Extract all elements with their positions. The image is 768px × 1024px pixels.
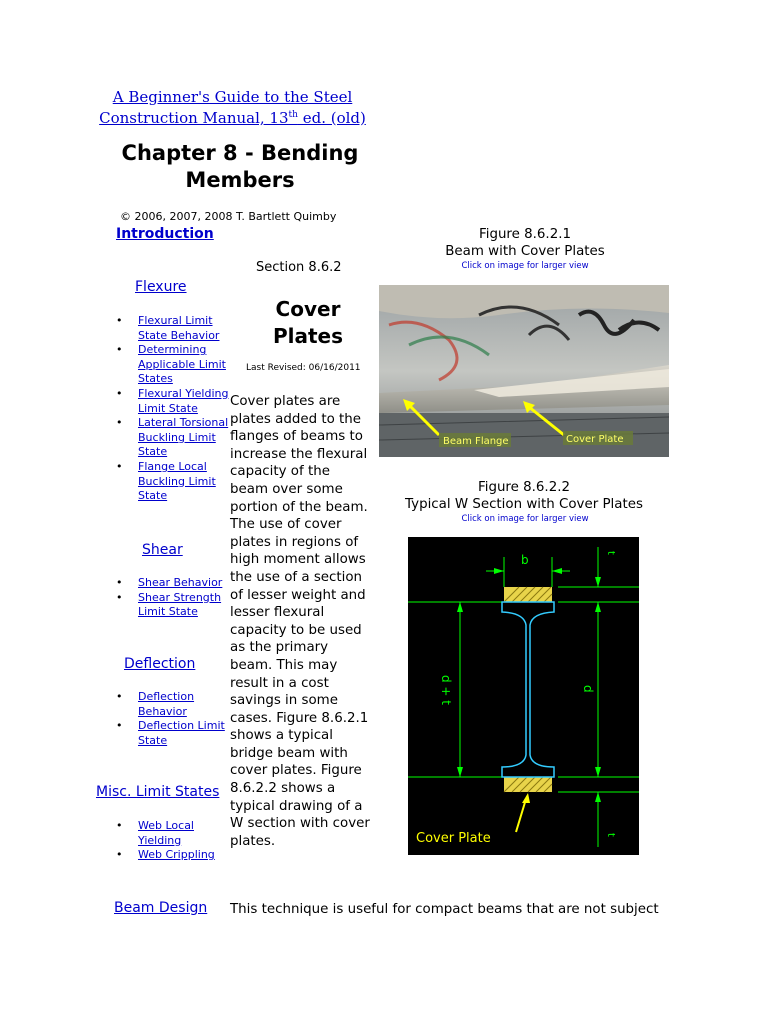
guide-title-line1[interactable]: A Beginner's Guide to the Steel bbox=[112, 88, 353, 106]
figure-2-caption: Typical W Section with Cover Plates bbox=[405, 497, 643, 512]
label-t-top: t bbox=[605, 551, 616, 555]
label-d-plus-t: d + t bbox=[439, 675, 453, 706]
nav-item-lateral-torsional[interactable] bbox=[114, 416, 234, 460]
nav-item-label[interactable]: Flange Local Buckling Limit State bbox=[138, 459, 216, 503]
chapter-title-line1: Chapter 8 - Bending bbox=[121, 141, 359, 165]
nav-shear-heading[interactable]: Shear bbox=[142, 542, 183, 558]
nav-item-web-crippling[interactable] bbox=[114, 848, 234, 863]
nav-misc-list bbox=[114, 819, 234, 863]
nav-deflection-heading[interactable]: Deflection bbox=[124, 656, 196, 672]
chapter-title-line2: Members bbox=[185, 168, 295, 192]
label-t-bottom: t bbox=[605, 833, 616, 837]
guide-title-line2a[interactable]: Construction Manual, 13 bbox=[99, 109, 289, 127]
w-section-drawing bbox=[408, 537, 639, 855]
nav-item-label[interactable]: Web Local Yielding bbox=[138, 819, 194, 847]
label-cover-plate: Cover Plate bbox=[416, 831, 491, 846]
nav-item-shear-strength[interactable] bbox=[114, 591, 234, 620]
section-title-line2: Plates bbox=[272, 324, 344, 348]
figure-2-note[interactable]: Click on image for larger view bbox=[461, 514, 589, 524]
guide-title-line2b[interactable]: ed. (old) bbox=[297, 109, 366, 127]
nav-item-shear-behavior[interactable] bbox=[114, 576, 234, 591]
chapter-title bbox=[95, 140, 385, 194]
nav-item-flexural-yielding[interactable] bbox=[114, 387, 234, 416]
figure-1-note[interactable]: Click on image for larger view bbox=[461, 261, 589, 271]
figure-1-caption: Beam with Cover Plates bbox=[445, 244, 605, 259]
nav-misc-heading[interactable]: Misc. Limit States bbox=[96, 784, 220, 800]
figure-2-drawing[interactable] bbox=[408, 537, 639, 855]
nav-item-label[interactable]: Web Crippling bbox=[138, 848, 215, 862]
nav-item-determining-applicable[interactable] bbox=[114, 343, 234, 387]
nav-item-deflection-behavior[interactable] bbox=[114, 690, 234, 719]
nav-item-label[interactable]: Flexural Yielding Limit State bbox=[138, 386, 229, 415]
nav-item-web-local-yielding[interactable] bbox=[114, 819, 234, 848]
nav-item-flange-local[interactable] bbox=[114, 460, 234, 504]
figure-1-photo[interactable] bbox=[379, 285, 669, 457]
nav-item-deflection-limit[interactable] bbox=[114, 719, 234, 748]
nav-item-label[interactable]: Lateral Torsional Buckling Limit State bbox=[138, 416, 229, 459]
label-b: b bbox=[521, 553, 529, 567]
body-paragraph-2: This technique is useful for compact beams that are not subject bbox=[230, 902, 659, 917]
guide-title-sup[interactable]: th bbox=[288, 110, 298, 120]
nav-item-label[interactable]: Deflection Behavior bbox=[138, 690, 195, 718]
nav-item-label[interactable]: Shear Strength Limit State bbox=[138, 590, 222, 619]
body-paragraph: Cover plates are plates added to the flanges of beams to increase the flexural capacity of the beam over some portion of the beam. The use of cover plates in regions of high moment allows the use of a section of lesser weight and lesser flexural capacity to be used as the primary beam. This may result in a cost savings in some cases. Figure 8.6.2.1 shows a typical bridge beam with cover plates. Figure 8.6.2.2 shows a typical drawing of a W section with cover plates. bbox=[230, 394, 370, 849]
guide-title-line2[interactable] bbox=[99, 109, 366, 127]
photo-label-cover: Cover Plate bbox=[566, 434, 624, 445]
section-title-line1: Cover bbox=[275, 297, 341, 321]
nav-item-label[interactable]: Flexural Limit State Behavior bbox=[138, 314, 220, 342]
nav-item-flexural-limit-state-behavior[interactable] bbox=[114, 314, 234, 343]
figure-2-number: Figure 8.6.2.2 bbox=[478, 480, 570, 495]
nav-shear-list bbox=[114, 576, 234, 620]
nav-flexure-list bbox=[114, 314, 234, 504]
nav-item-label[interactable]: Determining Applicable Limit States bbox=[138, 343, 226, 386]
section-label: Section 8.6.2 bbox=[256, 260, 342, 275]
nav-deflection-list bbox=[114, 690, 234, 748]
nav-introduction-link[interactable]: Introduction bbox=[116, 226, 214, 242]
nav-flexure-heading[interactable]: Flexure bbox=[135, 279, 187, 295]
guide-title-link[interactable] bbox=[90, 88, 375, 127]
label-d: d bbox=[581, 685, 595, 693]
nav-item-label[interactable]: Shear Behavior bbox=[138, 576, 223, 589]
copyright: © 2006, 2007, 2008 T. Bartlett Quimby bbox=[120, 210, 337, 223]
beam-photo-illustration bbox=[379, 285, 669, 457]
nav-item-label[interactable]: Deflection Limit State bbox=[138, 719, 225, 747]
nav-beam-design-link[interactable]: Beam Design bbox=[114, 900, 208, 916]
section-title bbox=[248, 296, 368, 350]
photo-label-flange: Beam Flange bbox=[443, 436, 509, 447]
figure-1-number: Figure 8.6.2.1 bbox=[479, 227, 571, 242]
last-revised: Last Revised: 06/16/2011 bbox=[246, 363, 361, 373]
